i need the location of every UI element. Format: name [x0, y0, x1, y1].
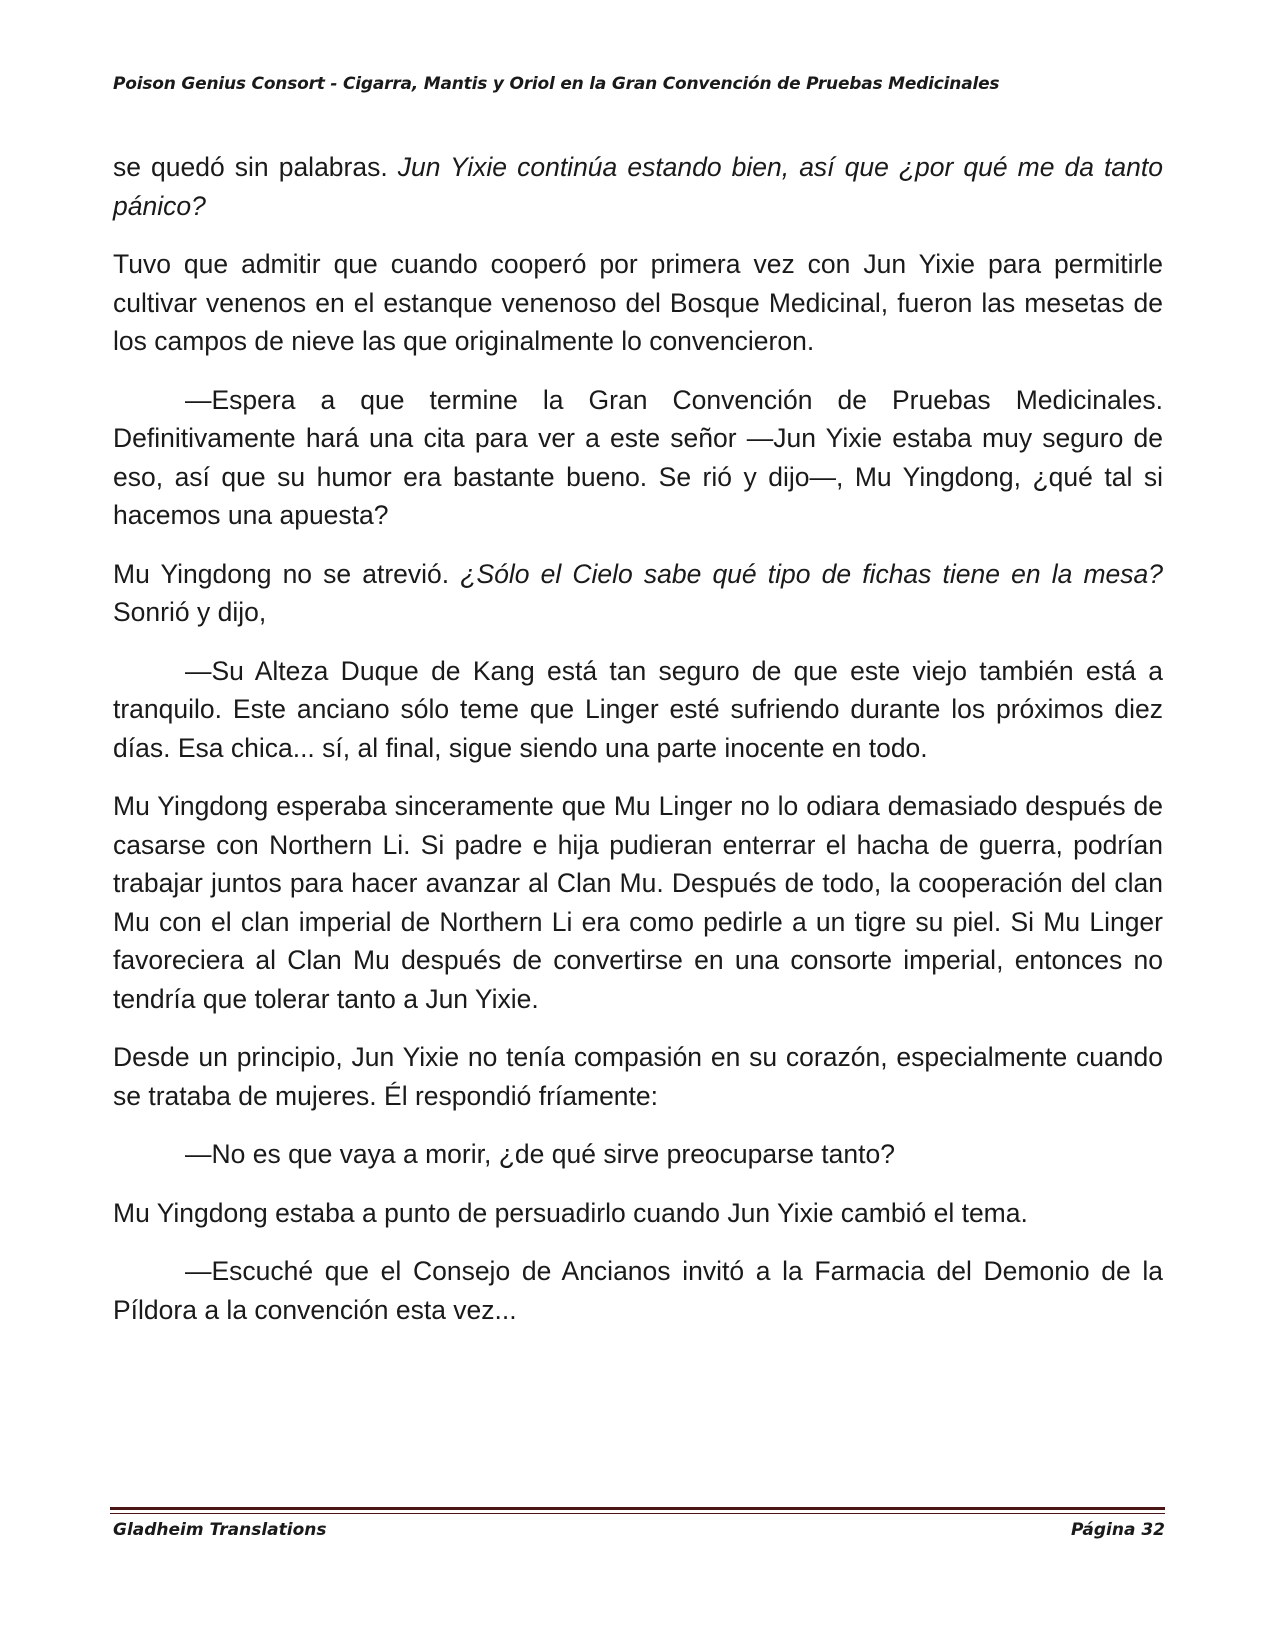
paragraph [113, 555, 1163, 632]
paragraph-text: se quedó sin palabras. [113, 152, 398, 182]
footer-divider-thin [110, 1513, 1165, 1514]
dialogue-paragraph: —No es que vaya a morir, ¿de qué sirve preocuparse tanto? [185, 1139, 895, 1169]
paragraph [113, 148, 1163, 225]
page-number: Página 32 [1071, 1520, 1165, 1540]
footer-publisher: Gladheim Translations [113, 1520, 327, 1540]
paragraph: Mu Yingdong esperaba sinceramente que Mu Linger no lo odiara demasiado después de casarse con Northern Li. Si padre e hija pudieran enterrar el hacha de guerra, podrían trabajar juntos para hacer avanzar al Clan Mu. Después de todo, la cooperación del clan Mu con el clan imperial de Northern Li era como pedirle a un tigre su piel. Si Mu Linger favoreciera al Clan Mu después de convertirse en una consorte imperial, entonces no tendría que tolerar tanto a Jun Yixie. [113, 791, 1163, 1014]
dialogue-paragraph: —Escuché que el Consejo de Ancianos invitó a la Farmacia del Demonio de la Píldora a la convención esta vez... [113, 1256, 1163, 1325]
document-body [113, 148, 1163, 1349]
paragraph-text: Mu Yingdong no se atrevió. [113, 558, 461, 589]
dialogue-paragraph: —Su Alteza Duque de Kang está tan seguro de que este viejo también está a tranquilo. Este anciano sólo teme que Linger esté sufriendo durante los próximos diez días. Esa chica... sí, al final, sigue siendo una parte inocente en todo. [113, 655, 1163, 763]
page-header-title: Poison Genius Consort - Cigarra, Mantis y Oriol en la Gran Convención de Pruebas Medicinales [113, 74, 1000, 94]
paragraph: Tuvo que admitir que cuando cooperó por primera vez con Jun Yixie para permitirle cultivar venenos en el estanque venenoso del Bosque Medicinal, fueron las mesetas de los campos de nieve las que originalmente lo convencieron. [113, 249, 1163, 356]
footer-divider [110, 1507, 1165, 1510]
dialogue-paragraph: —Espera a que termine la Gran Convención de Pruebas Medicinales. Definitivamente hará una cita para ver a este señor —Jun Yixie estaba muy seguro de eso, así que su humor era bastante bueno. Se rió y dijo—, Mu Yingdong, ¿qué tal si hacemos una apuesta? [113, 384, 1163, 530]
paragraph: Desde un principio, Jun Yixie no tenía compasión en su corazón, especialmente cuando se trataba de mujeres. Él respondió fríamente: [113, 1042, 1163, 1111]
paragraph-text: Sonrió y dijo, [113, 597, 267, 627]
italic-thought: ¿Sólo el Cielo sabe qué tipo de fichas tiene en la mesa? [460, 558, 1163, 589]
italic-thought: Jun Yixie continúa estando bien, así que ¿por qué me da tanto pánico? [113, 152, 1163, 221]
paragraph: Mu Yingdong estaba a punto de persuadirlo cuando Jun Yixie cambió el tema. [113, 1197, 1028, 1228]
